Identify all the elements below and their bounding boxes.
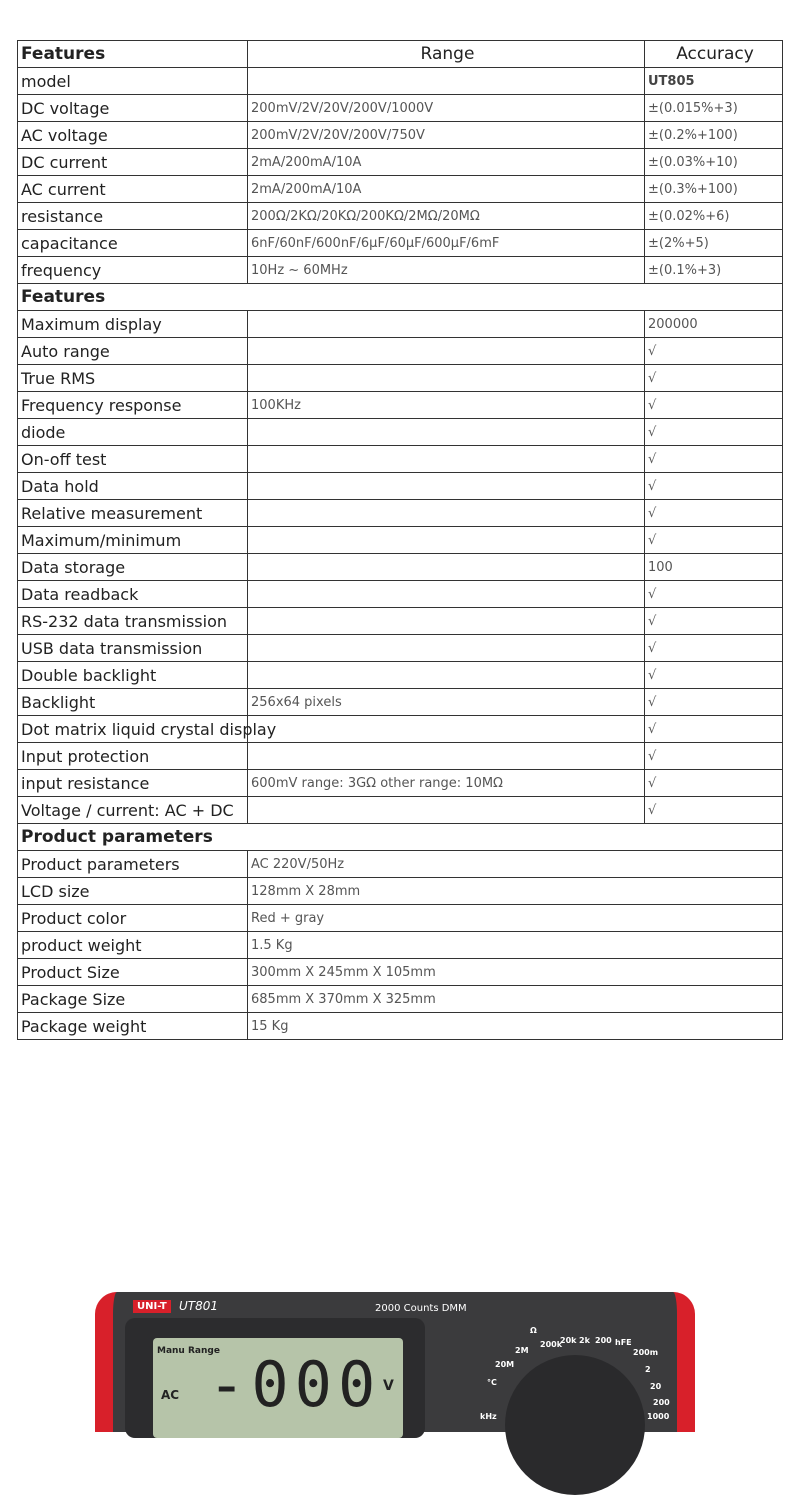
range-cell xyxy=(248,608,645,635)
accuracy-cell: ±(0.03%+10) xyxy=(645,149,783,176)
range-cell: 200mV/2V/20V/200V/1000V xyxy=(248,95,645,122)
feature-cell: DC current xyxy=(18,149,248,176)
value-cell: √ xyxy=(645,662,783,689)
range-cell: 200Ω/2KΩ/20KΩ/200KΩ/2MΩ/20MΩ xyxy=(248,203,645,230)
range-cell: 10Hz ~ 60MHz xyxy=(248,257,645,284)
accuracy-cell: ±(0.2%+100) xyxy=(645,122,783,149)
table-row xyxy=(18,311,783,338)
range-cell xyxy=(248,716,645,743)
range-cell xyxy=(248,311,645,338)
value-cell: √ xyxy=(645,392,783,419)
dial-label: 200k xyxy=(540,1340,563,1349)
meter-model: UT801 xyxy=(179,1299,219,1313)
table-row xyxy=(18,473,783,500)
section-title: Product parameters xyxy=(18,824,783,851)
dial-label: 200 xyxy=(595,1336,612,1345)
value-cell: √ xyxy=(645,446,783,473)
param-value-cell: 15 Kg xyxy=(248,1013,783,1040)
table-header-row xyxy=(18,41,783,68)
feature-cell: Relative measurement xyxy=(18,500,248,527)
accuracy-cell: UT805 xyxy=(645,68,783,95)
table-row xyxy=(18,608,783,635)
feature-cell: Data readback xyxy=(18,581,248,608)
feature-cell: Maximum display xyxy=(18,311,248,338)
feature-cell: True RMS xyxy=(18,365,248,392)
range-cell xyxy=(248,797,645,824)
dial-label: 20M xyxy=(495,1360,515,1369)
value-cell: √ xyxy=(645,716,783,743)
table-row xyxy=(18,554,783,581)
range-cell: 6nF/60nF/600nF/6μF/60μF/600μF/6mF xyxy=(248,230,645,257)
table-row xyxy=(18,932,783,959)
header-features: Features xyxy=(18,41,248,68)
value-cell: √ xyxy=(645,797,783,824)
table-row xyxy=(18,986,783,1013)
range-cell xyxy=(248,527,645,554)
range-cell xyxy=(248,365,645,392)
table-row xyxy=(18,95,783,122)
header-range: Range xyxy=(248,41,645,68)
table-row xyxy=(18,338,783,365)
value-cell: √ xyxy=(645,473,783,500)
table-row xyxy=(18,527,783,554)
table-row xyxy=(18,230,783,257)
table-row xyxy=(18,878,783,905)
range-cell: 100KHz xyxy=(248,392,645,419)
range-cell xyxy=(248,68,645,95)
param-value-cell: 300mm X 245mm X 105mm xyxy=(248,959,783,986)
feature-cell: Maximum/minimum xyxy=(18,527,248,554)
feature-cell: AC current xyxy=(18,176,248,203)
dial-label: hFE xyxy=(615,1338,632,1347)
feature-cell: Input protection xyxy=(18,743,248,770)
feature-cell: On-off test xyxy=(18,446,248,473)
feature-cell: Data hold xyxy=(18,473,248,500)
multimeter-product-image xyxy=(85,1290,705,1430)
value-cell: √ xyxy=(645,635,783,662)
lcd-ac: AC xyxy=(161,1388,180,1402)
accuracy-cell: ±(2%+5) xyxy=(645,230,783,257)
value-cell: √ xyxy=(645,608,783,635)
feature-cell: Frequency response xyxy=(18,392,248,419)
table-row xyxy=(18,662,783,689)
dial-label: °C xyxy=(487,1378,497,1387)
range-cell xyxy=(248,662,645,689)
feature-cell: resistance xyxy=(18,203,248,230)
feature-cell: Data storage xyxy=(18,554,248,581)
feature-cell: DC voltage xyxy=(18,95,248,122)
header-accuracy: Accuracy xyxy=(645,41,783,68)
value-cell: √ xyxy=(645,743,783,770)
feature-cell: AC voltage xyxy=(18,122,248,149)
range-cell xyxy=(248,743,645,770)
dial-label: 1000 xyxy=(647,1412,670,1421)
table-row xyxy=(18,851,783,878)
feature-cell: Backlight xyxy=(18,689,248,716)
brand-logo: UNI-T xyxy=(133,1300,171,1313)
table-row xyxy=(18,959,783,986)
table-row xyxy=(18,149,783,176)
param-name-cell: Product color xyxy=(18,905,248,932)
feature-cell: capacitance xyxy=(18,230,248,257)
table-row xyxy=(18,392,783,419)
table-row xyxy=(18,581,783,608)
feature-cell: Double backlight xyxy=(18,662,248,689)
value-cell: 200000 xyxy=(645,311,783,338)
value-cell: √ xyxy=(645,770,783,797)
param-name-cell: Package weight xyxy=(18,1013,248,1040)
dial-label: 2k xyxy=(579,1336,590,1345)
lcd-screen xyxy=(153,1338,403,1438)
table-row xyxy=(18,68,783,95)
feature-cell: diode xyxy=(18,419,248,446)
table-row xyxy=(18,797,783,824)
range-cell xyxy=(248,419,645,446)
param-name-cell: Package Size xyxy=(18,986,248,1013)
feature-cell: USB data transmission xyxy=(18,635,248,662)
feature-cell: Auto range xyxy=(18,338,248,365)
param-value-cell: 128mm X 28mm xyxy=(248,878,783,905)
table-row xyxy=(18,122,783,149)
table-row xyxy=(18,257,783,284)
accuracy-cell: ±(0.3%+100) xyxy=(645,176,783,203)
dial-label: Ω xyxy=(530,1326,537,1335)
range-cell xyxy=(248,446,645,473)
range-cell: 2mA/200mA/10A xyxy=(248,176,645,203)
table-row xyxy=(18,419,783,446)
dial-label: 20k xyxy=(560,1336,577,1345)
lcd-digits: -000 xyxy=(208,1348,382,1421)
range-cell xyxy=(248,635,645,662)
range-cell: 600mV range: 3GΩ other range: 10MΩ xyxy=(248,770,645,797)
section-header-features xyxy=(18,284,783,311)
value-cell: √ xyxy=(645,338,783,365)
range-cell xyxy=(248,473,645,500)
lcd-unit: V xyxy=(383,1378,394,1394)
table-row xyxy=(18,1013,783,1040)
accuracy-cell: ±(0.1%+3) xyxy=(645,257,783,284)
accuracy-cell: ±(0.015%+3) xyxy=(645,95,783,122)
range-cell: 200mV/2V/20V/200V/750V xyxy=(248,122,645,149)
value-cell: 100 xyxy=(645,554,783,581)
table-row xyxy=(18,770,783,797)
accuracy-cell: ±(0.02%+6) xyxy=(645,203,783,230)
table-row xyxy=(18,365,783,392)
param-name-cell: Product parameters xyxy=(18,851,248,878)
feature-cell: RS-232 data transmission xyxy=(18,608,248,635)
table-row xyxy=(18,203,783,230)
param-name-cell: product weight xyxy=(18,932,248,959)
table-row xyxy=(18,743,783,770)
table-row xyxy=(18,905,783,932)
value-cell: √ xyxy=(645,689,783,716)
feature-cell: Voltage / current: AC + DC xyxy=(18,797,248,824)
value-cell: √ xyxy=(645,581,783,608)
value-cell: √ xyxy=(645,500,783,527)
meter-counts: 2000 Counts DMM xyxy=(375,1303,467,1314)
spec-table xyxy=(17,40,783,1040)
range-cell xyxy=(248,500,645,527)
table-row xyxy=(18,689,783,716)
table-row xyxy=(18,635,783,662)
dial-label: 200 xyxy=(653,1398,670,1407)
param-value-cell: Red + gray xyxy=(248,905,783,932)
param-value-cell: AC 220V/50Hz xyxy=(248,851,783,878)
section-header-params xyxy=(18,824,783,851)
param-name-cell: LCD size xyxy=(18,878,248,905)
range-cell xyxy=(248,338,645,365)
rotary-dial xyxy=(505,1355,645,1495)
table-row xyxy=(18,500,783,527)
range-cell: 256x64 pixels xyxy=(248,689,645,716)
section-title: Features xyxy=(18,284,783,311)
range-cell: 2mA/200mA/10A xyxy=(248,149,645,176)
param-value-cell: 685mm X 370mm X 325mm xyxy=(248,986,783,1013)
table-row xyxy=(18,446,783,473)
dial-label: 200m xyxy=(633,1348,659,1357)
range-cell xyxy=(248,554,645,581)
dial-label: 2 xyxy=(645,1365,651,1374)
range-cell xyxy=(248,581,645,608)
feature-cell: input resistance xyxy=(18,770,248,797)
feature-cell: model xyxy=(18,68,248,95)
value-cell: √ xyxy=(645,365,783,392)
feature-cell: frequency xyxy=(18,257,248,284)
feature-cell: Dot matrix liquid crystal display xyxy=(18,716,248,743)
table-row xyxy=(18,716,783,743)
dial-label: kHz xyxy=(480,1412,497,1421)
lcd-mode: Manu Range xyxy=(157,1346,220,1356)
param-value-cell: 1.5 Kg xyxy=(248,932,783,959)
param-name-cell: Product Size xyxy=(18,959,248,986)
dial-label: 20 xyxy=(650,1382,662,1391)
value-cell: √ xyxy=(645,419,783,446)
dial-label: 2M xyxy=(515,1346,529,1355)
value-cell: √ xyxy=(645,527,783,554)
table-row xyxy=(18,176,783,203)
